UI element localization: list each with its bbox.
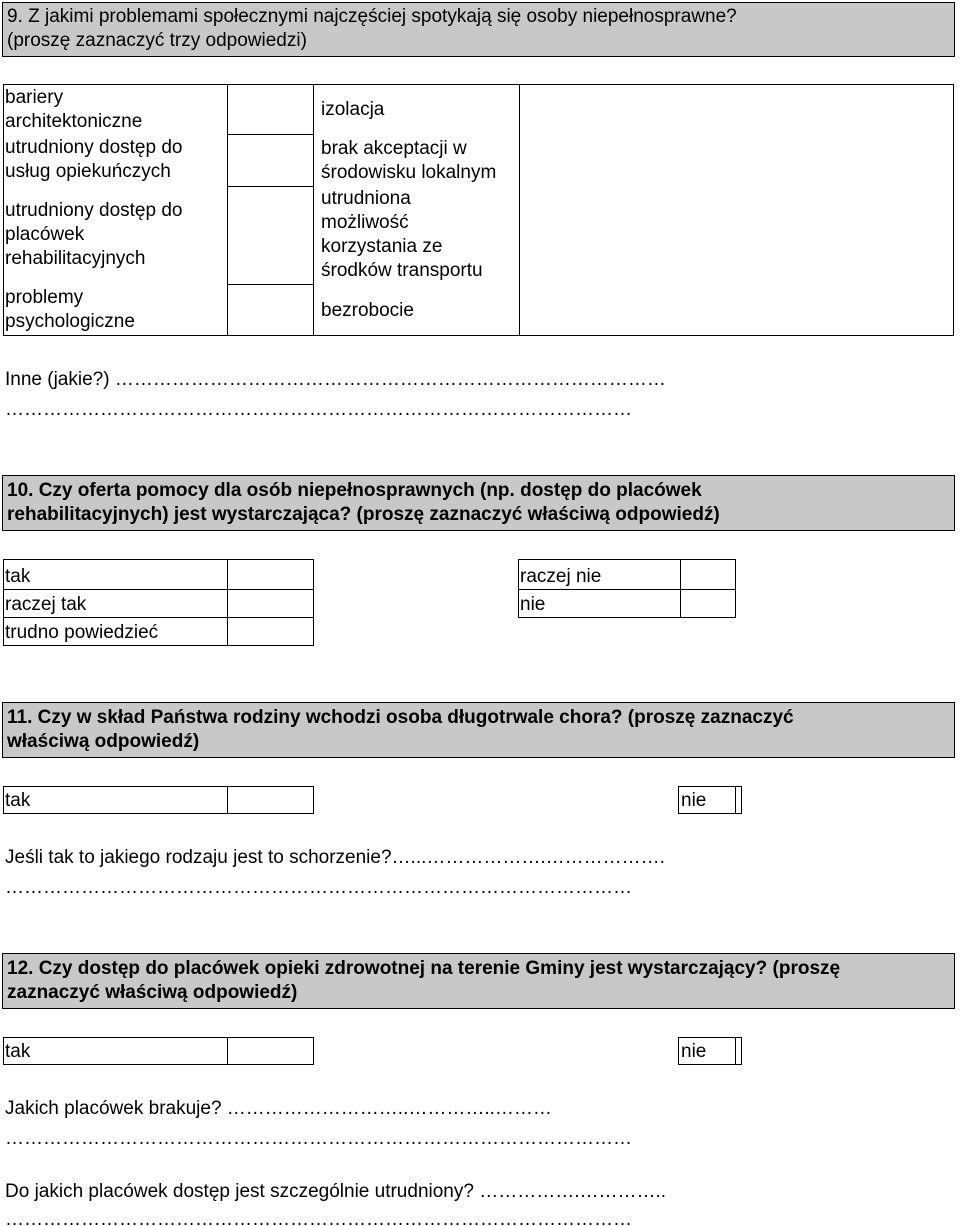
- q10-option-raczej-tak: raczej tak: [5, 594, 87, 615]
- q9-option-izolacja: izolacja: [321, 99, 385, 120]
- q12-missing-line: [5, 1097, 552, 1121]
- q11-followup-label: Jeśli tak to jakiego rodzaju jest to schorzenie?: [5, 847, 392, 868]
- q10-checkbox-nie[interactable]: [681, 590, 735, 617]
- q9-checkbox-placowki-rehabilitacyjne[interactable]: [228, 187, 313, 284]
- q12-missing-answer-field[interactable]: ………………………..…………..………: [226, 1098, 552, 1119]
- q12-missing-answer-field-2[interactable]: ………………………………………………………………………………………: [5, 1128, 632, 1149]
- q9-checkbox-problemy-psychologiczne[interactable]: [228, 285, 313, 335]
- q10-option-trudno-powiedziec: trudno powiedzieć: [5, 622, 159, 643]
- q12-difficult-answer-field-2[interactable]: ………………………………………………………………………………………: [5, 1209, 632, 1226]
- q9-option-placowki-rehabilitacyjne: utrudniony dostęp do placówek rehabilitacyjnych: [5, 200, 183, 269]
- q9-option-srodki-transportu: utrudniona możliwość korzystania ze środków transportu: [321, 188, 483, 281]
- q10-checkbox-raczej-tak[interactable]: [228, 590, 313, 617]
- question-11-title-line2: właściwą odpowiedź): [7, 731, 200, 752]
- question-9-title-line2: (proszę zaznaczyć trzy odpowiedzi): [7, 30, 307, 51]
- q12-difficult-line: [5, 1180, 666, 1204]
- q12-difficult-label: Do jakich placówek dostęp jest szczególnie utrudniony?: [5, 1181, 474, 1202]
- q11-followup-line: [5, 846, 665, 870]
- question-10-title-line2: rehabilitacyjnych) jest wystarczająca? (proszę zaznaczyć właściwą odpowiedź): [7, 504, 720, 525]
- q11-followup-answer-field-2[interactable]: ………………………………………………………………………………………: [5, 877, 632, 898]
- question-11-header: [2, 702, 955, 758]
- question-9-title-line1: 9. Z jakimi problemami społecznymi najczęściej spotykają się osoby niepełnosprawne?: [7, 6, 737, 27]
- q9-option-uslugi-opiekuncze: utrudniony dostęp do usług opiekuńczych: [5, 137, 183, 182]
- q12-missing-label: Jakich placówek brakuje?: [5, 1098, 222, 1119]
- q9-checkbox-uslugi-opiekuncze[interactable]: [228, 135, 313, 186]
- question-11-title-line1: 11. Czy w skład Państwa rodziny wchodzi osoba długotrwale chora? (proszę zaznaczyć: [7, 707, 794, 728]
- q12-checkbox-nie[interactable]: [736, 1038, 741, 1064]
- q9-option-problemy-psychologiczne: problemy psychologiczne: [5, 287, 135, 332]
- q11-followup-answer-field[interactable]: …...……………….……………….: [391, 847, 665, 868]
- q12-difficult-answer-field[interactable]: …………….…………..: [479, 1181, 667, 1202]
- q10-checkbox-tak[interactable]: [228, 560, 313, 589]
- q9-other-line: [5, 368, 666, 392]
- q11-checkbox-nie[interactable]: [736, 787, 741, 813]
- q9-checkbox-bariery[interactable]: [228, 85, 313, 134]
- q10-option-tak: tak: [5, 566, 31, 587]
- q12-checkbox-tak[interactable]: [228, 1038, 313, 1064]
- q12-option-tak: tak: [5, 1041, 31, 1062]
- question-12-title-line1: 12. Czy dostęp do placówek opieki zdrowotnej na terenie Gminy jest wystarczający? (proszę: [7, 958, 841, 979]
- q10-checkbox-raczej-nie[interactable]: [681, 560, 735, 589]
- q11-checkbox-tak[interactable]: [228, 787, 313, 813]
- q10-checkbox-trudno-powiedziec[interactable]: [228, 618, 313, 645]
- q9-option-brak-akceptacji: brak akceptacji w środowisku lokalnym: [321, 138, 497, 183]
- question-10-title-line1: 10. Czy oferta pomocy dla osób niepełnosprawnych (np. dostęp do placówek: [7, 480, 702, 501]
- q10-option-raczej-nie: raczej nie: [520, 566, 602, 587]
- q9-option-bariery: bariery architektoniczne: [5, 87, 143, 132]
- question-12-title-line2: zaznaczyć właściwą odpowiedź): [7, 982, 298, 1003]
- q10-option-nie: nie: [520, 594, 546, 615]
- q12-option-nie: nie: [681, 1041, 707, 1062]
- question-9-header: [2, 2, 955, 57]
- q11-option-tak: tak: [5, 790, 31, 811]
- q9-other-answer-field[interactable]: ……………………………………………………………………………: [114, 369, 666, 390]
- q9-option-bezrobocie: bezrobocie: [321, 300, 414, 321]
- q9-other-answer-field-2[interactable]: ………………………………………………………………………………………: [5, 399, 632, 420]
- q9-other-label: Inne (jakie?): [5, 369, 110, 390]
- question-12-header: [2, 953, 955, 1009]
- q11-option-nie: nie: [681, 790, 707, 811]
- question-10-header: [2, 475, 955, 531]
- q9-checkbox-right-column[interactable]: [520, 85, 953, 335]
